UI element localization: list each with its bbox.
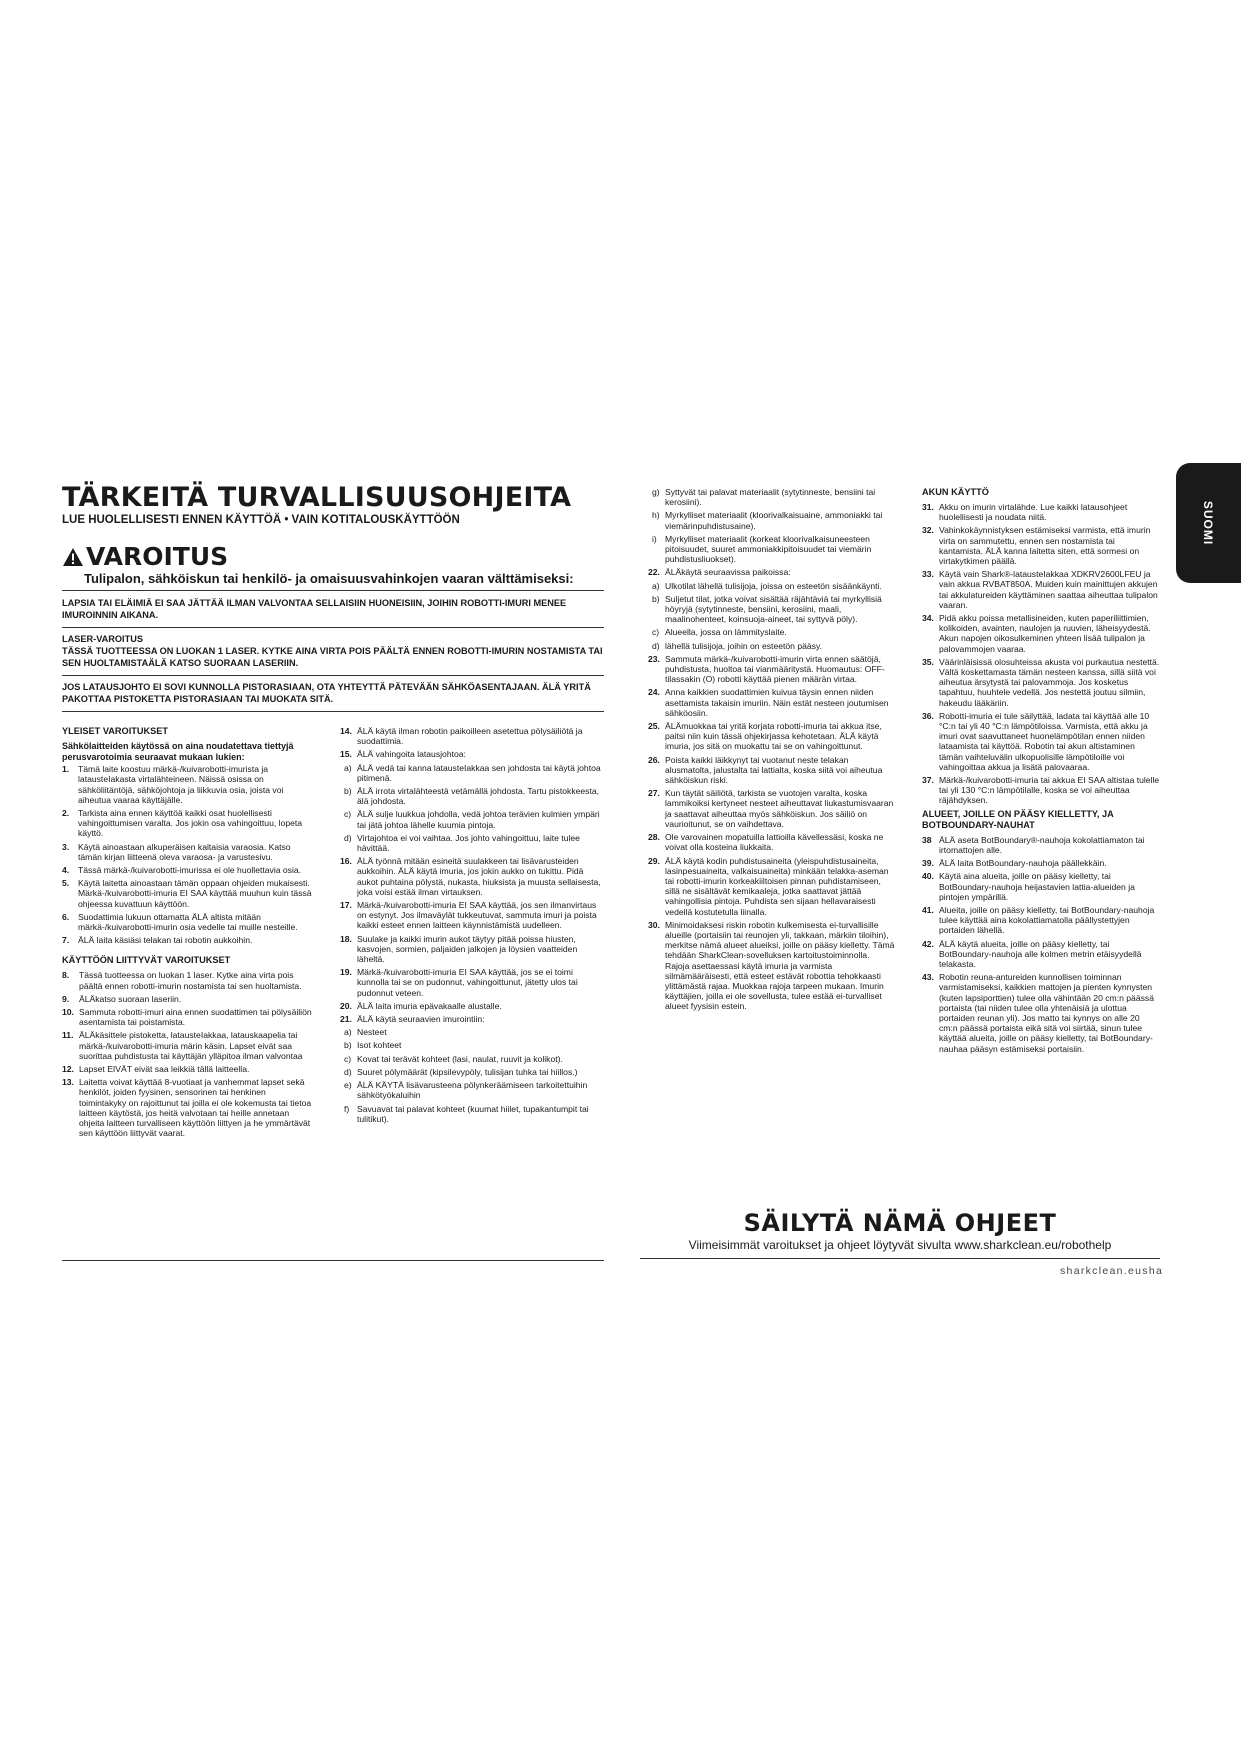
item-number: 3. (62, 841, 70, 852)
sub-item-letter: g) (652, 487, 660, 497)
item-text: Vahinkokäynnistyksen estämiseksi varmista, että imurin virta on sammutettu, ennen sen nostamista tai kantamista. ÄLÄ kanna laitetta siten, että sormesi on virtakytkimen päällä. (939, 525, 1151, 567)
item-text: Sammuta robotti-imuri aina ennen suodattimen tai pölysäiliön asentamista tai poistamista. (79, 1007, 312, 1028)
battery-heading: AKUN KÄYTTÖ (922, 487, 989, 497)
boundary-list (922, 835, 1160, 1054)
item-text: Tämä laite koostuu märkä-/kuivarobotti-imurista ja latausteIakasta virtalähteineen. Näissä osissa on sähköliitäntöjä, sähköjohtoja ja liikkuvia osia, joista voi aiheutua vaaraa käyttäjälle. (78, 764, 284, 805)
item-text: ÄLÄ laita käsiäsi telakan tai robotin aukkoihin. (78, 935, 253, 946)
divider (62, 1260, 604, 1261)
sub-item-letter: d) (344, 832, 352, 843)
list-item (62, 970, 314, 990)
item-number: 26. (648, 754, 660, 765)
item-number: 36. (922, 710, 934, 721)
sub-item-text: Myrkylliset materiaalit (kloorivalkaisuaine, ammoniakki tai viemärinpuhdistusaine). (665, 510, 883, 531)
item-text: ÄLÄmuokkaa tai yritä korjata robotti-imuria tai akkua itse, paitsi niin kuin tässä ohjekirjassa kehotetaan. ÄLÄ käytä imuria, jos sitä on muokattu tai se on vahingoittunut. (665, 721, 882, 752)
item-text: Tässä märkä-/kuivarobotti-imurissa ei ole huollettavia osia. (78, 865, 302, 876)
save-instructions (640, 1208, 1160, 1252)
item-number: 7. (62, 935, 70, 946)
sub-item-letter: d) (344, 1066, 352, 1077)
sub-item-letter: b) (344, 786, 352, 797)
item-number: 34. (922, 613, 934, 624)
save-title: SÄILYTÄ NÄMÄ OHJEET (743, 1209, 1057, 1237)
item-text: Ole varovainen mopatuilla lattioilla kävellessäsi, koska ne voivat olla kosteina liukkaita. (665, 832, 884, 853)
list-item (648, 721, 896, 752)
sub-item (344, 1040, 604, 1050)
item-number: 23. (648, 653, 660, 664)
item-text: ÄLÄ laita imuria epävakaalle alustalle. (357, 1000, 502, 1011)
general-heading: YLEISET VAROITUKSET (62, 726, 169, 736)
list-item (922, 613, 1160, 654)
plug-warning-text: JOS LATAUSJOHTO EI SOVI KUNNOLLA PISTORASIAAN, OTA YHTEYTTÄ PÄTEVÄÄN SÄHKÖASENTAJAAN. ÄLÄ YRITÄ PAKOTTAA PISTOKETTA PISTORASIAAN TAI MUOKATA SITÄ. (62, 682, 591, 704)
column-general (62, 726, 314, 1141)
sub-item-text: Myrkylliset materiaalit (korkeat kloorivalkaisuneesteen pitoisuudet, suuret ammoniakkipitoisuudet tai viemärin puhdistusliuokset). (665, 533, 872, 565)
sub-item-letter: f) (344, 1103, 350, 1114)
sub-item (652, 534, 896, 565)
item-text: ÄLÄkatso suoraan laseriin. (79, 993, 182, 1004)
sub-item-letter: i) (652, 533, 657, 544)
item-text: ÄLÄ laita BotBoundary-nauhoja päällekkäin. (939, 858, 1107, 869)
sub-item (652, 594, 896, 625)
warning-triangle-icon (62, 547, 84, 567)
item-number: 20. (340, 1000, 352, 1011)
list-item (62, 1064, 314, 1074)
general-list (62, 764, 314, 945)
item-number: 19. (340, 967, 352, 978)
laser-warning-text: TÄSSÄ TUOTTEESSA ON LUOKAN 1 LASER. KYTKE AINA VIRTA POIS PÄÄLTÄ ENNEN ROBOTTI-IMURIN NOSTAMISTA TAI SEN HUOLTAMISTAÄLÄ KATSO SUORAAN LASERIIN. (62, 646, 603, 668)
item-number: 28. (648, 832, 660, 843)
item-number: 4. (62, 865, 70, 876)
list-item (648, 755, 896, 786)
sub-item (344, 833, 604, 853)
item-text: Tässä tuotteessa on luokan 1 laser. Kytke aina virta pois päältä ennen robotti-imurin nostamista tai sen huoltamista. (79, 970, 302, 991)
list-item (340, 967, 604, 998)
list-item (62, 912, 314, 932)
list-item (648, 832, 896, 852)
column-four (922, 487, 1160, 1057)
usage-list (62, 970, 314, 1138)
divider (640, 1258, 1160, 1259)
item-number: 18. (340, 933, 352, 944)
item-number: 22. (648, 567, 660, 578)
page-subtitle: LUE HUOLELLISESTI ENNEN KÄYTTÖÄ • VAIN KOTITALOUSKÄYTTÖÖN (62, 514, 460, 526)
item-number: 17. (340, 900, 352, 911)
list-item (62, 1077, 314, 1138)
list-item (340, 749, 604, 759)
item-text: Pidä akku poissa metallisineiden, kuten paperiliittimien, kolikoiden, avainten, naulojen ja ruuvien, läheisyydestä. Akun napojen oikosulkeminen yhteen lisää tulipalon ja palovammojen vaaraa. (939, 613, 1151, 654)
item-text: ÄLÄ käytä ilman robotin paikoilleen asetettua pölysäiliötä ja suodattimia. (357, 726, 583, 747)
list-item (922, 939, 1160, 970)
sub-item-text: Syttyvät tai palavat materiaalit (sytytinneste, bensiini tai kerosiini). (665, 487, 876, 508)
item-text: Märkä-/kuivarobotti-imuria EI SAA käyttää, jos sen ilmanvirtaus on estynyt. Jos ilmaväylät tukkeutuvat, sammuta imuri ja poista kaikki esteet ennen laitteen käynnistämistä uudelleen. (357, 900, 597, 931)
item-number: 12. (62, 1064, 74, 1075)
list-item (648, 920, 896, 1012)
sub-item-letter: d) (652, 640, 660, 651)
item-text: Robotin reuna-antureiden kunnollisen toiminnan varmistamiseksi, kaikkien mattojen ja pienten kynnysten (kuten lapsiporttien) tulee olla vähintään 20 cm:n päässä portaista (tai niiden tulee olla yhtenäisiä ja ulottua portaiden reunan yli). Jos matto tai kynnys on alle 20 cm:n päässä portaista eikä sitä voi siirtää, sinun tulee käyttää alueita, joille on pääsy kielletty, tai BotBoundary-nauhaa pääsyn estämiseksi portaisiin. (939, 972, 1154, 1054)
item-text: Alueita, joille on pääsy kielletty, tai BotBoundary-nauhoja tulee käyttää aina kokolattiamatolla päällystettyjen portaiden lähellä. (939, 904, 1155, 936)
item-text: ÄLÄ työnnä mitään esineitä suulakkeen tai lisävarusteiden aukkoihin. ÄLÄ käytä imuria, jos jokin aukko on tukittu. Pidä aukot puhtaina pölystä, nukasta, hiuksista ja muusta sellaisesta, joka voisi estää ilman virtauksen. (357, 856, 601, 897)
item-text: ÄLÄ vahingoita latausjohtoa: (357, 749, 466, 760)
item-number: 41. (922, 904, 934, 915)
list-item (62, 764, 314, 805)
list-item (922, 835, 1160, 855)
sub-item (344, 809, 604, 829)
item-text: Märkä-/kuivarobotti-imuria tai akkua EI SAA altistaa tulelle tai yli 130 °C:n lämpötilalle, koska se voi aiheuttaa räjähdyksen. (939, 775, 1160, 806)
item-number: 13. (62, 1077, 74, 1088)
sub-item (652, 510, 896, 530)
item-text: Käytä laitetta ainoastaan tämän oppaan ohjeiden mukaisesti. Märkä-/kuivarobotti-imuria EI SAA käyttää muuhun kuin tässä ohjeessa kuvattuun käyttöön. (78, 878, 312, 909)
warning-subtitle: Tulipalon, sähköiskun tai henkilö- ja omaisuusvahinkojen vaaran välttämiseksi: (84, 571, 574, 586)
colb-list (340, 726, 604, 1124)
language-tab (1176, 463, 1241, 583)
sub-item-text: ÄLÄ irrota virtalähteestä vetämällä johdosta. Tartu pistokkeesta, älä johdosta. (357, 786, 600, 807)
item-text: Tarkista aina ennen käyttöä kaikki osat huolellisesti vahingoittumisen varalta. Jos jokin osa vahingoittuu, lopeta käyttö. (78, 808, 303, 839)
item-number: 16. (340, 856, 352, 867)
list-item (340, 1001, 604, 1011)
list-item (922, 775, 1160, 806)
item-text: Robotti-imuria ei tule säilyttää, ladata tai käyttää alle 10 °C:n tai yli 40 °C:n lämpötiloissa. Varmista, että akku ja imuri ovat saavuttaneet huonelämpötilan ennen niiden lataamista tai käyttöä. Robotin tai akun altistaminen tämän vaihteluvälin ulkopuolisille lämpötiloille voi vahingoittaa akkua ja lisätä palovaaraa. (939, 710, 1150, 772)
item-number: 37. (922, 775, 934, 786)
list-item (340, 856, 604, 897)
list-item (62, 808, 314, 839)
sub-item (344, 1054, 604, 1064)
sub-item-letter: h) (652, 510, 660, 521)
list-item (62, 878, 314, 909)
sub-item (344, 1067, 604, 1077)
sub-item-text: lähellä tulisijoja, joihin on esteetön pääsy. (665, 640, 823, 651)
list-item (922, 858, 1160, 868)
item-text: Laitetta voivat käyttää 8-vuotiaat ja vanhemmat lapset sekä henkilöt, joiden fyysinen, sensorinen tai henkinen toimintakyky on rajoittunut tai joilla ei ole kokemusta tai tietoa laitteen käytöstä, jos heitä valvotaan tai heille annetaan ohjeita laitteen turvalliseen käyttöön liittyen ja he ymmärtävät sen käyttöön liittyvät vaarat. (79, 1077, 312, 1139)
item-text: ÄLÄ aseta BotBoundary®-nauhoja kokolattiamaton tai irtomattojen alle. (939, 834, 1145, 855)
item-number: 11. (62, 1030, 74, 1041)
list-item (922, 657, 1160, 708)
sub-item (344, 786, 604, 806)
sub-item-text: Ulkotilat lähellä tulisijoja, joissa on esteetön sisäänkäynti. (665, 580, 882, 591)
item-number: 9. (62, 993, 70, 1004)
sub-item-text: Suuret pölymäärät (kipsilevypöly, tulisijan tuhka tai hiillos.) (357, 1066, 578, 1077)
item-number: 27. (648, 788, 660, 799)
item-text: Sammuta märkä-/kuivarobotti-imurin virta ennen säätöjä, puhdistusta, huoltoa tai vianmääritystä. Huomautus: OFF-tilassakin (O) robotti käyttää pienen määrän virtaa. (665, 653, 885, 685)
usage-heading: KÄYTTÖÖN LIITTYVÄT VAROITUKSET (62, 955, 231, 966)
warning-title-text: VAROITUS (86, 542, 229, 571)
language-tab-label: SUOMI (1201, 500, 1215, 546)
list-item (340, 900, 604, 931)
divider (62, 627, 604, 628)
plug-warning (62, 681, 604, 705)
item-number: 33. (922, 569, 934, 580)
list-item (922, 871, 1160, 902)
item-number: 39. (922, 858, 934, 869)
item-text: Anna kaikkien suodattimien kuivua täysin ennen niiden asettamista takaisin imuriin. Näin estät nesteen joutumisen sähköosiin. (665, 687, 889, 718)
sub-item-letter: c) (344, 1053, 352, 1064)
sub-item-letter: b) (344, 1040, 352, 1051)
sub-item-letter: a) (344, 762, 352, 773)
sub-item-text: Kovat tai terävät kohteet (lasi, naulat, ruuvit ja kolikot). (357, 1053, 563, 1064)
sub-item-letter: a) (652, 580, 660, 591)
item-number: 43. (922, 972, 934, 983)
sub-item-text: Virtajohtoa ei voi vaihtaa. Jos johto vahingoittuu, laite tulee hävittää. (357, 832, 580, 854)
list-item (340, 1014, 604, 1024)
list-item (922, 502, 1160, 522)
sub-item (652, 487, 896, 507)
footer-url: sharkclean.eusha (1060, 1265, 1164, 1277)
list-item (62, 842, 314, 862)
item-text: Suodattimia lukuun ottamatta ÄLÄ altista mitään märkä-/kuivarobotti-imurin osia vedelle tai muille nesteille. (78, 911, 298, 933)
column-cont (340, 726, 604, 1127)
sub-item (652, 581, 896, 591)
item-number: 32. (922, 525, 934, 536)
list-item (648, 654, 896, 685)
item-number: 31. (922, 502, 934, 512)
item-text: Minimoidaksesi riskin robotin kulkemisesta ei-turvallisille alueille (portaisiin tai reunojen yli, takkaan, märkiin tiloihin), merkitse nämä alueet alueiksi, joille on pääsy kielletty. Tämä tehdään SharkClean-sovelluksen kartoitustoiminnolla. Rajoja asettaessasi käytä imuria ja varmista silmämääräisesti, että esteet estävät robottia tehokkaasti ylittämästä rajaa. Muokkaa rajoja tarpeen mukaan. Imurin käyttäjien, joilla ei ole sovellusta, tulee estää ei-turvalliset alueet fyysisin estein. (665, 919, 895, 1012)
sub-item (344, 1027, 604, 1037)
item-number: 40. (922, 871, 934, 882)
item-text: Poista kaikki läikkynyt tai vuotanut neste telakan alusmatolta, jalustalta tai lattialta, koska siitä voi aiheutua sähköiskun riski. (665, 754, 883, 786)
item-number: 14. (340, 726, 352, 736)
sub-item-letter: b) (652, 593, 660, 604)
list-item (340, 934, 604, 965)
list-item (62, 935, 314, 945)
item-text: ÄLÄ käytä kodin puhdistusaineita (yleispuhdistusaineita, lasinpesuaineita, valkaisuaineita) minkään telakka-aseman tai robotti-imurin korkeakiiltoisen pinnan puhdistamiseen, sillä ne sisältävät kemikaaleja, jotka saattavat jättää vahingollisia pintoja. Puhdista sen sijaan hellavaraisesti vedellä kostutetulla liinalla. (665, 855, 889, 917)
sub-item-letter: c) (344, 809, 352, 820)
warning-title (62, 543, 604, 571)
list-item (648, 687, 896, 718)
list-item (922, 525, 1160, 566)
save-subtitle: Viimeisimmät varoitukset ja ohjeet löytyvät sivulta www.sharkclean.eu/robothelp (688, 1238, 1112, 1252)
sub-item-text: ÄLÄ vedä tai kanna latausteIakkaa sen johdosta tai käytä johtoa pitimenä. (357, 762, 601, 783)
sub-item-letter: e) (344, 1080, 352, 1091)
sub-item-text: ÄLÄ sulje luukkua johdolla, vedä johtoa terävien kulmien ympäri tai jätä johtoa lähelle kuumia pintoja. (357, 809, 600, 830)
list-item (922, 905, 1160, 936)
sub-item-letter: c) (652, 627, 660, 638)
laser-warning (62, 633, 604, 669)
item-number: 15. (340, 749, 352, 760)
item-number: 24. (648, 687, 660, 698)
sub-item-text: Nesteet (357, 1027, 387, 1038)
sub-item-text: ÄLÄ KÄYTÄ lisävarusteena pölynkeräämiseen tarkoitettuihin sähkötyökaluihin (357, 1080, 588, 1101)
list-item (922, 972, 1160, 1054)
list-item (922, 711, 1160, 772)
general-intro: Sähkölaitteiden käytössä on aina noudatettava tiettyjä perusvarotoimia seuraavat mukaan lukien: (62, 741, 294, 762)
colc-list (648, 487, 896, 1012)
item-text: Suulake ja kaikki imurin aukot täytyy pitää poissa hiusten, kasvojen, sormien, paljaiden jalkojen ja löysien vaatteiden läheltä. (357, 933, 578, 965)
list-item (340, 726, 604, 746)
battery-list (922, 502, 1160, 806)
item-number: 1. (62, 764, 70, 775)
item-text: ÄLÄkäytä seuraavissa paikoissa: (665, 567, 791, 578)
item-number: 42. (922, 938, 934, 949)
item-text: Lapset EIVÄT eivät saa leikkiä tällä laitteella. (79, 1064, 250, 1075)
sub-item-text: Suljetut tilat, jotka voivat sisältää räjähtäviä tai myrkyllisiä höyryjä (sytytinneste, bensiini, kerosiini, maali, maalinohenteet, koinsuoja-aineet, tai syttyvä pöly). (665, 593, 882, 625)
item-number: 10. (62, 1007, 74, 1018)
sub-item (344, 1104, 604, 1124)
list-item (648, 567, 896, 577)
sub-item (652, 627, 896, 637)
item-number: 30. (648, 919, 660, 930)
list-item (648, 856, 896, 917)
sub-item-text: Savuavat tai palavat kohteet (kuumat hiilet, tupakantumpit tai tulitikut). (357, 1103, 589, 1124)
sub-item-text: Isot kohteet (357, 1040, 402, 1051)
list-item (62, 1007, 314, 1027)
item-text: ÄLÄ käytä seuraavien imurointiin: (357, 1014, 485, 1025)
item-text: Väärinläisissä olosuhteissa akusta voi purkautua nestettä. Vältä koskettamasta tämän nesteen kanssa, sillä siitä voi aiheutua ärsytystä tai palovammoja. Jos kosketus tapahtuu, huuhtele vedellä. Jos nestettä joutuu silmiin, hakeudu lääkäriin. (939, 656, 1160, 708)
list-item (922, 569, 1160, 610)
item-number: 6. (62, 911, 70, 922)
warning-children-text: LAPSIA TAI ELÄIMIÄ EI SAA JÄTTÄÄ ILMAN VALVONTAA SELLAISIIN HUONEISIIN, JOIHIN ROBOTTI-IMURI MENEE IMUROINNIN AIKANA. (62, 598, 567, 620)
item-text: Käytä ainoastaan alkuperäisen kaltaisia varaosia. Katso tämän kirjan liitteenä oleva varaosa- ja varustesivu. (78, 841, 291, 862)
item-number: 2. (62, 808, 70, 818)
list-item (62, 1030, 314, 1061)
item-text: Märkä-/kuivarobotti-imuria EI SAA käyttää, jos se ei toimi kunnolla tai se on pudonnut, vahingoittunut, jätetty ulos tai pudonnut veteen. (357, 967, 578, 998)
item-number: 25. (648, 721, 660, 732)
page-title: TÄRKEITÄ TURVALLISUUSOHJEITA (62, 482, 572, 513)
sub-item (344, 763, 604, 783)
item-text: Kun täytät säiliötä, tarkista se vuotojen varalta, koska lammikoiksi kertyneet nesteet aiheuttavat liukastumisvaaran ja saattavat aiheuttaa myös sähköiskun. Jos säiliö on vaurioitunut, se on vaihdettava. (665, 788, 894, 829)
item-number: 29. (648, 855, 660, 866)
item-text: Akku on imurin virtalähde. Lue kaikki latausohjeet huolellisesti ja noudata niitä. (939, 502, 1128, 523)
item-text: ÄLÄkäsittele pistoketta, latausteIakkaa, latauskaapelia tai märkä-/kuivarobotti-imuria märin käsin. Lapset eivät saa suorittaa puhdistusta tai käyttäjän ylläpitoa ilman valvontaa (79, 1030, 303, 1061)
sub-item-letter: a) (344, 1027, 352, 1038)
item-number: 8. (62, 970, 70, 981)
divider (62, 711, 604, 712)
warning-children (62, 597, 604, 621)
column-three (648, 487, 896, 1015)
item-text: ÄLÄ käytä alueita, joille on pääsy kielletty, tai BotBoundary-nauhoja alle kolmen metrin etäisyydellä telakasta. (939, 938, 1142, 969)
sub-item (652, 641, 896, 651)
divider (62, 590, 604, 591)
item-number: 38 (922, 834, 932, 845)
item-number: 35. (922, 656, 934, 667)
item-text: Käytä aina alueita, joille on pääsy kielletty, tai BotBoundary-nauhoja heijastavien lattia-alueiden ja pintojen ympärillä. (939, 871, 1135, 902)
list-item (62, 865, 314, 875)
sub-item-text: Alueella, jossa on lämmityslaite. (665, 627, 787, 638)
header-section (62, 483, 604, 712)
item-number: 5. (62, 878, 70, 889)
boundary-heading: ALUEET, JOILLE ON PÄÄSY KIELLETTY, JA BOTBOUNDARY-NAUHAT (922, 808, 1114, 830)
laser-warning-heading: LASER-VAROITUS (62, 634, 143, 644)
item-number: 21. (340, 1014, 352, 1025)
list-item (62, 994, 314, 1004)
divider (62, 675, 604, 676)
list-item (648, 788, 896, 829)
item-text: Käytä vain Shark®-latausteIakkaa XDKRV2600LFEU ja vain akkua RVBAT850A. Muiden kuin mainittujen akkujen tai akkulatureiden käyttäminen saattaa aiheuttaa tulipalon vaaran. (939, 569, 1158, 610)
sub-item (344, 1080, 604, 1100)
